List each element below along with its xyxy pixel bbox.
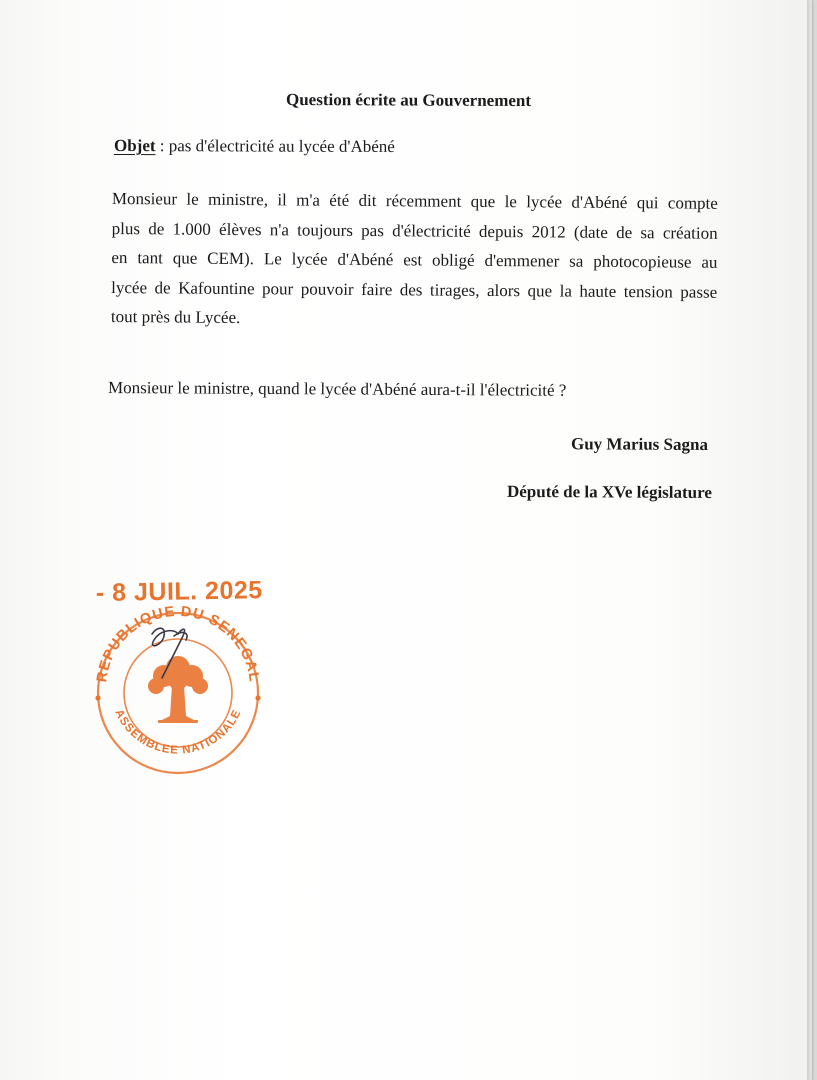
body-paragraph xyxy=(111,184,718,336)
official-stamp xyxy=(78,570,278,780)
stamp-date: - 8 JUIL. 2025 xyxy=(95,576,263,607)
stamp-ring-top-text: REPUBLIQUE DU SENEGAL xyxy=(94,603,262,684)
signatory-title: Député de la XVe législature xyxy=(507,481,713,502)
paragraph-line: en tant que CEM). Le lycée d'Abéné est obligé d'emmener sa photocopieuse au xyxy=(111,247,718,272)
stamp-star-left xyxy=(95,695,100,700)
signatory-name: Guy Marius Sagna xyxy=(570,434,709,454)
document-title: Question écrite au Gouvernement xyxy=(285,90,532,111)
subject-text: : pas d'électricité au lycée d'Abéné xyxy=(155,136,395,156)
paragraph-line: Monsieur le ministre, il m'a été dit récemment que le lycée d'Abéné qui compte xyxy=(111,188,718,213)
baobab-tree-icon xyxy=(148,656,208,723)
paragraph-line: plus de 1.000 élèves n'a toujours pas d'électricité depuis 2012 (date de sa création xyxy=(111,218,718,243)
subject-line xyxy=(114,136,395,157)
paragraph-line: tout près du Lycée. xyxy=(110,306,241,328)
stamp-star-right xyxy=(255,695,260,700)
page-edge xyxy=(807,0,812,1080)
question-text: Monsieur le ministre, quand le lycée d'Abéné aura-t-il l'électricité ? xyxy=(107,378,567,400)
stamp-ring-bottom-text: ASSEMBLEE NATIONALE xyxy=(112,707,244,757)
stamp-graphic xyxy=(78,570,278,780)
paragraph-line: lycée de Kafountine pour pouvoir faire des tirages, alors que la haute tension passe xyxy=(111,277,718,302)
subject-label: Objet xyxy=(113,136,156,156)
